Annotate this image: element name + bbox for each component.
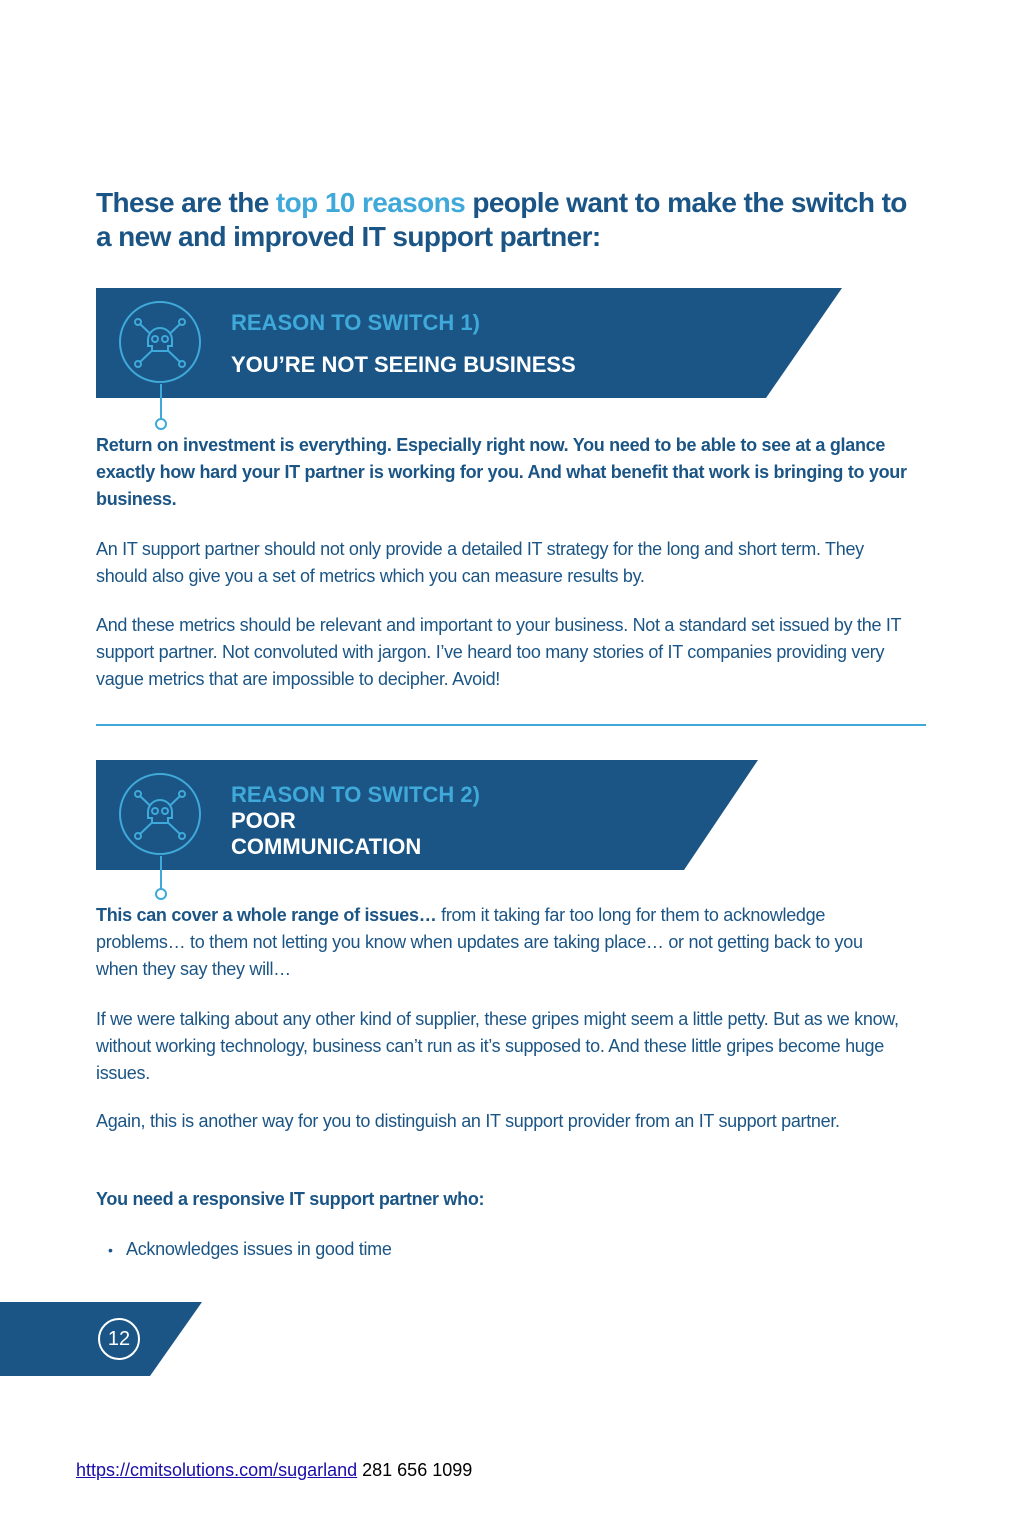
heading-highlight: top 10 reasons xyxy=(275,187,466,218)
reason-2-title-line-1: POOR xyxy=(231,808,296,833)
bullet-text: Acknowledges issues in good time xyxy=(126,1239,392,1259)
section-divider xyxy=(96,724,926,726)
footer xyxy=(76,1460,472,1481)
list-item: • Acknowledges issues in good time xyxy=(108,1239,392,1259)
reason-2-intro-bold: This can cover a whole range of issues… xyxy=(96,905,437,925)
reason-2-title-line-2: COMMUNICATION xyxy=(231,834,422,859)
reason-1-intro: Return on investment is everything. Especially right now. You need to be able to see at a glance exactly how hard your IT partner is working for you. And what benefit that work is bringing to your business. xyxy=(96,435,907,509)
footer-phone: 281 656 1099 xyxy=(357,1460,473,1480)
reason-1-title: YOU’RE NOT SEEING BUSINESS xyxy=(231,352,576,377)
reason-2-label: REASON TO SWITCH 2) xyxy=(231,782,480,807)
reason-1-paragraph-1: An IT support partner should not only provide a detailed IT strategy for the long and short term. They should also give you a set of metrics which you can measure results by. xyxy=(96,539,864,586)
reason-1-paragraph-2: And these metrics should be relevant and important to your business. Not a standard set issued by the IT support partner. Not convoluted with jargon. I’ve heard too many stories of IT companies providing very vague metrics that are impossible to decipher. Avoid! xyxy=(96,615,901,689)
page-number: 12 xyxy=(98,1318,140,1360)
skull-crossbones-icon xyxy=(118,772,202,856)
heading-pre: These are the xyxy=(96,187,276,218)
page-heading xyxy=(96,186,926,254)
reason-2-intro xyxy=(96,902,896,983)
reason-2-connector xyxy=(160,856,162,890)
footer-link[interactable]: https://cmitsolutions.com/sugarland xyxy=(76,1460,358,1480)
skull-crossbones-icon xyxy=(118,300,202,384)
reason-2-need: You need a responsive IT support partner who: xyxy=(96,1189,485,1209)
reason-1-connector xyxy=(160,384,162,420)
reason-2-connector-dot xyxy=(155,888,167,900)
reason-2-paragraph-2: Again, this is another way for you to distinguish an IT support provider from an IT support partner. xyxy=(96,1111,840,1131)
reason-1-connector-dot xyxy=(155,418,167,430)
reason-1-banner-shape xyxy=(96,288,842,398)
reason-2-paragraph-1: If we were talking about any other kind of supplier, these gripes might seem a little petty. But as we know, without working technology, business can’t run as it’s supposed to. And these little gripes become huge issues. xyxy=(96,1009,899,1083)
heading-post: people want to make the switch to a new and improved IT support partner: xyxy=(96,187,907,252)
reason-1-label: REASON TO SWITCH 1) xyxy=(231,310,480,335)
reason-2-intro-rest: from it taking far too long for them to acknowledge problems… to them not letting you know when updates are taking place… or not getting back to you when they say they will… xyxy=(96,905,863,979)
